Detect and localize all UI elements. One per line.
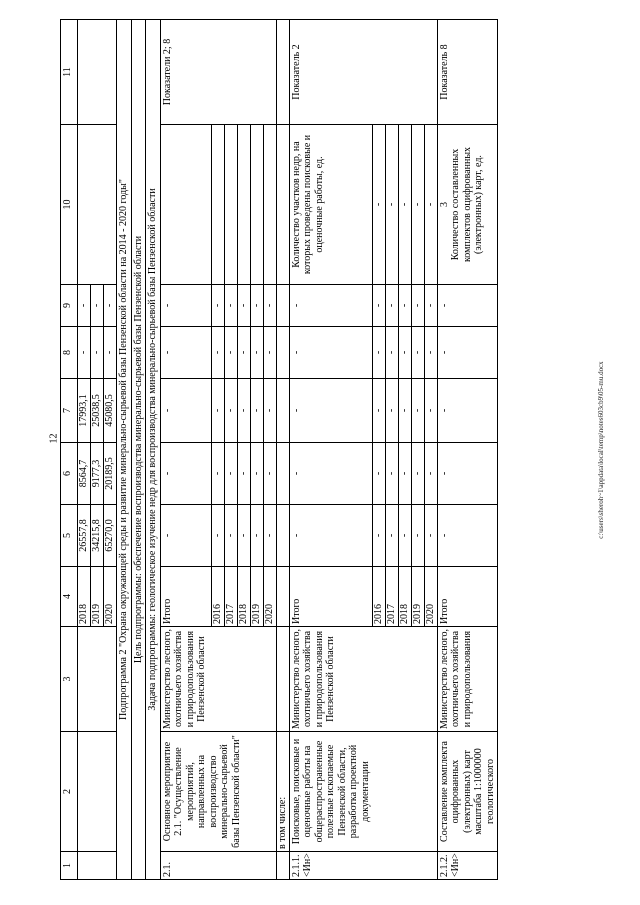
value-cell: -: [91, 285, 104, 327]
table-cell: -: [411, 327, 424, 379]
table-cell: -: [372, 379, 385, 443]
table-cell: 2020: [263, 567, 276, 627]
value-cell: 8564,7: [78, 443, 91, 505]
value-cell: 45080,5: [104, 379, 117, 443]
table-cell: -: [263, 505, 276, 567]
table-cell: -: [437, 285, 498, 327]
table-cell: [276, 20, 289, 125]
table-cell: -: [263, 443, 276, 505]
table-cell: -: [224, 379, 237, 443]
table-cell: [276, 285, 289, 327]
table-cell: [276, 627, 289, 732]
table-cell: -: [424, 125, 437, 285]
table-cell: -: [424, 327, 437, 379]
table-cell: -: [237, 505, 250, 567]
table-cell: -: [160, 443, 211, 505]
row-number: 2.1.1. <Ин>: [289, 852, 437, 880]
indicator: [437, 125, 498, 285]
table-cell: -: [411, 125, 424, 285]
table-cell: -: [224, 285, 237, 327]
executor: Министерство лесного, охотничьего хозяйства и природопользования: [437, 627, 498, 732]
table-cell: [224, 125, 237, 285]
table-cell: -: [411, 379, 424, 443]
value-cell: 9177,3: [91, 443, 104, 505]
table-row: [131, 20, 146, 880]
table-cell: -: [250, 379, 263, 443]
table-cell: -: [398, 125, 411, 285]
table-cell: -: [424, 443, 437, 505]
activity-name: Основное мероприятие 2.1. "Осуществление мероприятий, направленных на воспроизводство минерально-сырьевой базы Пензенской области": [160, 732, 276, 852]
table-cell: 2018: [398, 567, 411, 627]
table-cell: 2017: [385, 567, 398, 627]
table-row: [117, 20, 132, 880]
table-cell: -: [263, 379, 276, 443]
table-cell: -: [237, 379, 250, 443]
indicator: [160, 125, 211, 285]
program-table: [60, 19, 498, 880]
table-cell: [276, 379, 289, 443]
table-cell: -: [424, 505, 437, 567]
table-cell: -: [372, 443, 385, 505]
table-row: [289, 20, 372, 880]
table-cell: [78, 732, 117, 852]
activity-name: Составление комплекта оцифрованных (электронных) карт масштаба 1:1000000 геологического: [437, 732, 498, 852]
value-cell: -: [104, 327, 117, 379]
goal-heading: Цель подпрограммы: обеспечение воспроизводства минерально-сырьевой базы Пензенской области: [131, 20, 146, 880]
table-cell: -: [411, 443, 424, 505]
year-cell: 2018: [78, 567, 91, 627]
column-number-row: [61, 20, 78, 880]
table-row: [437, 20, 498, 880]
table-cell: -: [372, 125, 385, 285]
table-cell: -: [250, 327, 263, 379]
table-cell: -: [437, 505, 498, 567]
table-cell: -: [411, 285, 424, 327]
task-heading: Задача подпрограммы: геологическое изучение недр для воспроизводства минерально-сырьевой базы Пензенской области: [146, 20, 161, 880]
table-cell: -: [398, 285, 411, 327]
value-cell: 34215,8: [91, 505, 104, 567]
subprogram-heading: Подпрограмма 2 "Охрана окружающей среды и развитие минерально-сырьевой базы Пензенской области на 2014 - 2020 годы": [117, 20, 132, 880]
indicator: Количество участков недр, на которых проведены поисковые и оценочные работы, ед.: [289, 125, 372, 285]
table-cell: [276, 327, 289, 379]
table-cell: -: [385, 125, 398, 285]
page-number: 12: [48, 433, 60, 444]
table-cell: 2019: [250, 567, 263, 627]
table-cell: -: [385, 379, 398, 443]
table-cell: -: [250, 443, 263, 505]
table-cell: -: [424, 379, 437, 443]
value-cell: 26557,8: [78, 505, 91, 567]
table-cell: -: [437, 443, 498, 505]
value-cell: 25038,5: [91, 379, 104, 443]
table-cell: -: [385, 505, 398, 567]
year-cell: 2020: [104, 567, 117, 627]
table-cell: 2019: [411, 567, 424, 627]
table-cell: -: [385, 327, 398, 379]
value-cell: 65270,0: [104, 505, 117, 567]
table-cell: [78, 20, 117, 125]
table-cell: [276, 443, 289, 505]
table-cell: -: [211, 285, 224, 327]
value-cell: -: [104, 285, 117, 327]
col-8: 8: [61, 327, 78, 379]
year-cell: Итого: [160, 567, 211, 627]
table-cell: 2016: [372, 567, 385, 627]
table-cell: [211, 125, 224, 285]
table-cell: -: [250, 505, 263, 567]
table-cell: -: [289, 379, 372, 443]
year-cell: 2019: [91, 567, 104, 627]
table-cell: 2017: [224, 567, 237, 627]
table-cell: [276, 852, 289, 880]
executor: Министерство лесного, охотничьего хозяйства и природопользования Пензенской области: [289, 627, 437, 732]
table-cell: -: [211, 443, 224, 505]
table-cell: -: [289, 443, 372, 505]
table-cell: 2016: [211, 567, 224, 627]
col-5: 5: [61, 505, 78, 567]
table-row: [276, 20, 289, 880]
table-cell: [250, 125, 263, 285]
table-cell: Количество составленных комплектов оцифрованных (электронных) карт, ед.: [450, 146, 484, 263]
table-cell: -: [237, 285, 250, 327]
activity-name: Поисковые, поисковые и оценочные работы на общераспространенные полезные ископаемые Пензенской области, разработка проектной документации: [289, 732, 437, 852]
table-cell: -: [289, 285, 372, 327]
table-cell: -: [372, 505, 385, 567]
value-cell: -: [91, 327, 104, 379]
value-cell: 20189,5: [104, 443, 117, 505]
table-cell: -: [411, 505, 424, 567]
col-1: 1: [61, 852, 78, 880]
rotated-table-page: [60, 20, 585, 880]
col-9: 9: [61, 285, 78, 327]
col-6: 6: [61, 443, 78, 505]
table-cell: [276, 567, 289, 627]
table-cell: -: [211, 379, 224, 443]
indicator-number: Показатель 8: [437, 20, 498, 125]
col-10: 10: [61, 125, 78, 285]
table-cell: -: [250, 285, 263, 327]
table-cell: -: [372, 285, 385, 327]
value-cell: -: [78, 285, 91, 327]
table-cell: -: [398, 379, 411, 443]
table-cell: -: [437, 327, 498, 379]
table-cell: -: [385, 285, 398, 327]
table-cell: -: [398, 327, 411, 379]
table-cell: -: [224, 505, 237, 567]
table-cell: [78, 125, 117, 285]
table-cell: 2020: [424, 567, 437, 627]
table-row: [146, 20, 161, 880]
executor: Министерство лесного, охотничьего хозяйства и природопользования Пензенской области: [160, 627, 276, 732]
table-cell: -: [160, 285, 211, 327]
table-cell: Итого: [289, 567, 372, 627]
table-cell: 2018: [237, 567, 250, 627]
table-cell: -: [263, 285, 276, 327]
intermediate-label: в том числе:: [276, 732, 289, 852]
col-3: 3: [61, 627, 78, 732]
table-cell: -: [160, 327, 211, 379]
table-cell: [78, 627, 117, 732]
table-cell: -: [398, 443, 411, 505]
table-cell: -: [263, 327, 276, 379]
table-cell: -: [437, 379, 498, 443]
table-cell: -: [385, 443, 398, 505]
row-number: 2.1.2. <Ин>: [437, 852, 498, 880]
file-path-footer: c:\users\sheroh~1\appdata\local\temp\notes603cb9\05-mu.docx: [597, 361, 605, 539]
table-cell: -: [398, 505, 411, 567]
table-cell: -: [372, 327, 385, 379]
value-cell: 17993,1: [78, 379, 91, 443]
indicator-number: Показатели 2; 8: [160, 20, 276, 125]
col-11: 11: [61, 20, 78, 125]
indicator-number: Показатель 2: [289, 20, 437, 125]
col-2: 2: [61, 732, 78, 852]
table-cell: [276, 125, 289, 285]
table-cell: [263, 125, 276, 285]
col-4: 4: [61, 567, 78, 627]
table-cell: [78, 852, 117, 880]
table-cell: 3: [438, 202, 450, 207]
value-cell: -: [78, 327, 91, 379]
table-cell: -: [424, 285, 437, 327]
col-7: 7: [61, 379, 78, 443]
table-cell: -: [160, 505, 211, 567]
table-cell: -: [160, 379, 211, 443]
table-cell: -: [289, 327, 372, 379]
table-cell: -: [237, 327, 250, 379]
row-number: 2.1.: [160, 852, 276, 880]
year-row: [78, 20, 91, 880]
table-cell: -: [211, 327, 224, 379]
table-cell: [237, 125, 250, 285]
table-row: [160, 20, 211, 880]
table-cell: [276, 505, 289, 567]
table-cell: -: [237, 443, 250, 505]
table-cell: -: [224, 327, 237, 379]
table-cell: -: [289, 505, 372, 567]
table-cell: -: [211, 505, 224, 567]
table-cell: -: [224, 443, 237, 505]
table-cell: Итого: [437, 567, 498, 627]
